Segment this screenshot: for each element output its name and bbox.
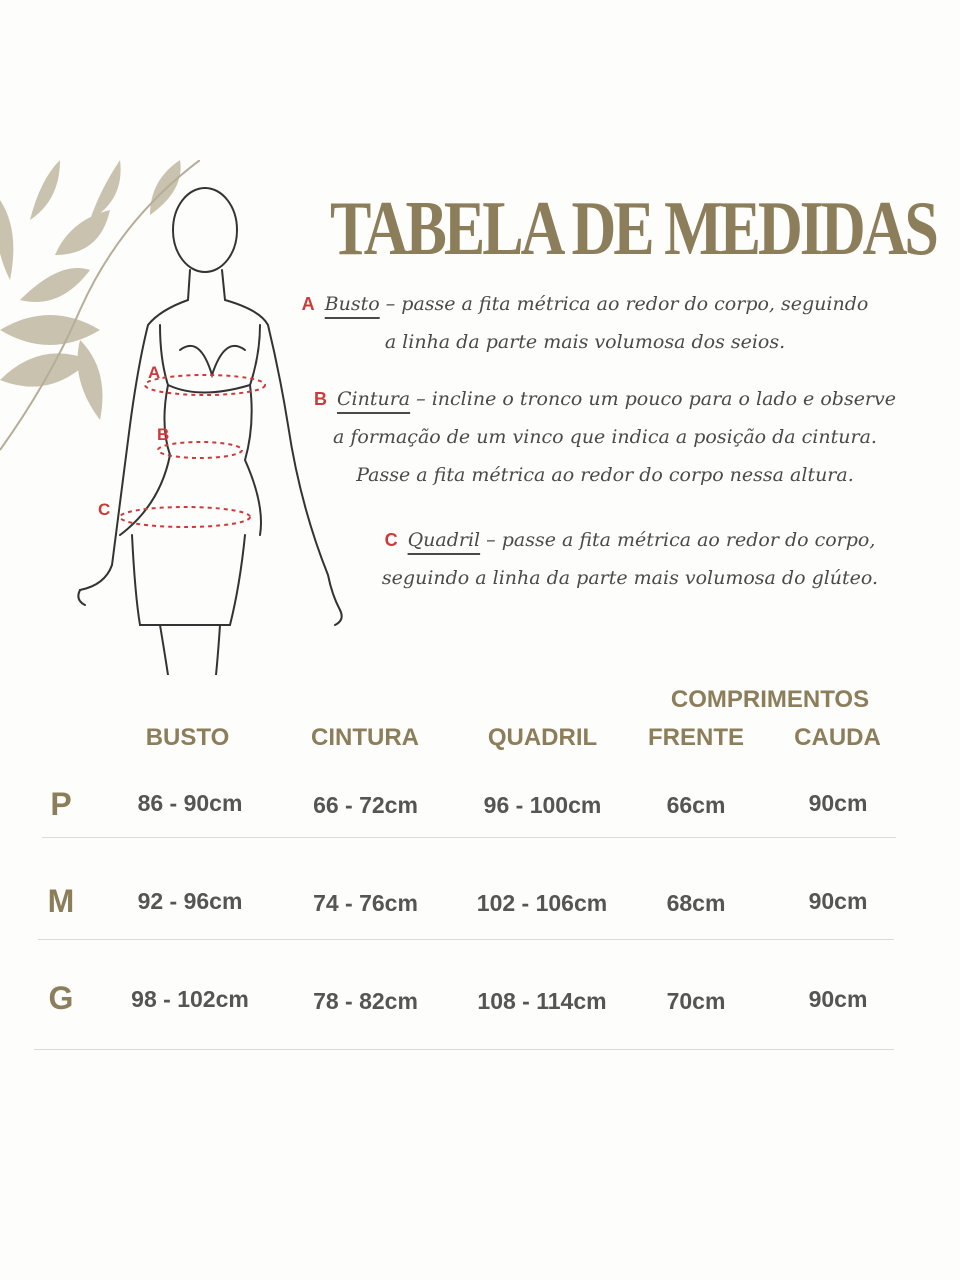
header-quadril: QUADRIL (487, 724, 598, 751)
instruction-text: – passe a fita métrica ao redor do corpo, seguindo (379, 293, 869, 315)
size-m: M (47, 883, 75, 919)
header-busto: BUSTO (145, 724, 230, 751)
instruction-cintura-line2: a formação de um vinco que indica a posição da cintura. (333, 426, 877, 448)
size-p: P (50, 786, 72, 822)
table-cell: 86 - 90cm (137, 790, 243, 816)
table-cell: 90cm (808, 790, 868, 816)
header-cauda: CAUDA (794, 724, 881, 751)
table-cell: 90cm (808, 888, 868, 914)
header-cintura: CINTURA (311, 724, 419, 751)
instruction-text: – passe a fita métrica ao redor do corpo, (480, 529, 876, 551)
instruction-text: – incline o tronco um pouco para o lado e observe (410, 388, 896, 410)
page-title: TABELA DE MEDIDAS (330, 186, 936, 272)
term-quadril: Quadril (407, 529, 481, 551)
table-cell: 68cm (666, 890, 726, 916)
instruction-quadril-line1 (360, 521, 900, 559)
instruction-cintura (305, 380, 905, 494)
header-frente: FRENTE (648, 724, 744, 751)
size-g: G (48, 980, 74, 1016)
instruction-cintura-line3: Passe a fita métrica ao redor do corpo nessa altura. (356, 464, 854, 486)
figure-label-c: C (98, 500, 111, 519)
term-busto: Busto (324, 293, 380, 315)
row-divider (42, 837, 896, 838)
instruction-cintura-line1 (305, 380, 905, 418)
row-divider (34, 1049, 894, 1050)
header-comprimentos: COMPRIMENTOS (670, 686, 870, 713)
instruction-quadril (360, 521, 900, 597)
table-cell: 66 - 72cm (313, 792, 418, 818)
figure-label-a: A (148, 363, 161, 382)
table-cell: 78 - 82cm (313, 988, 418, 1014)
table-cell: 102 - 106cm (476, 890, 608, 916)
instruction-busto (290, 285, 880, 361)
marker-letter-c: C (384, 530, 398, 550)
table-cell: 74 - 76cm (313, 890, 418, 916)
table-cell: 108 - 114cm (477, 988, 607, 1014)
table-cell: 92 - 96cm (137, 888, 243, 914)
table-cell: 66cm (666, 792, 726, 818)
instruction-busto-line1 (290, 285, 880, 323)
instruction-quadril-line2: seguindo a linha da parte mais volumosa do glúteo. (381, 567, 879, 589)
table-cell: 70cm (666, 988, 726, 1014)
table-cell: 90cm (808, 986, 868, 1012)
table-cell: 96 - 100cm (483, 792, 602, 818)
term-cintura: Cintura (337, 388, 411, 410)
marker-letter-a: A (301, 294, 315, 314)
row-divider (38, 939, 894, 940)
marker-letter-b: B (314, 389, 327, 409)
instruction-busto-line2: a linha da parte mais volumosa dos seios. (384, 331, 786, 353)
figure-label-b: B (157, 425, 170, 444)
table-cell: 98 - 102cm (131, 986, 249, 1012)
